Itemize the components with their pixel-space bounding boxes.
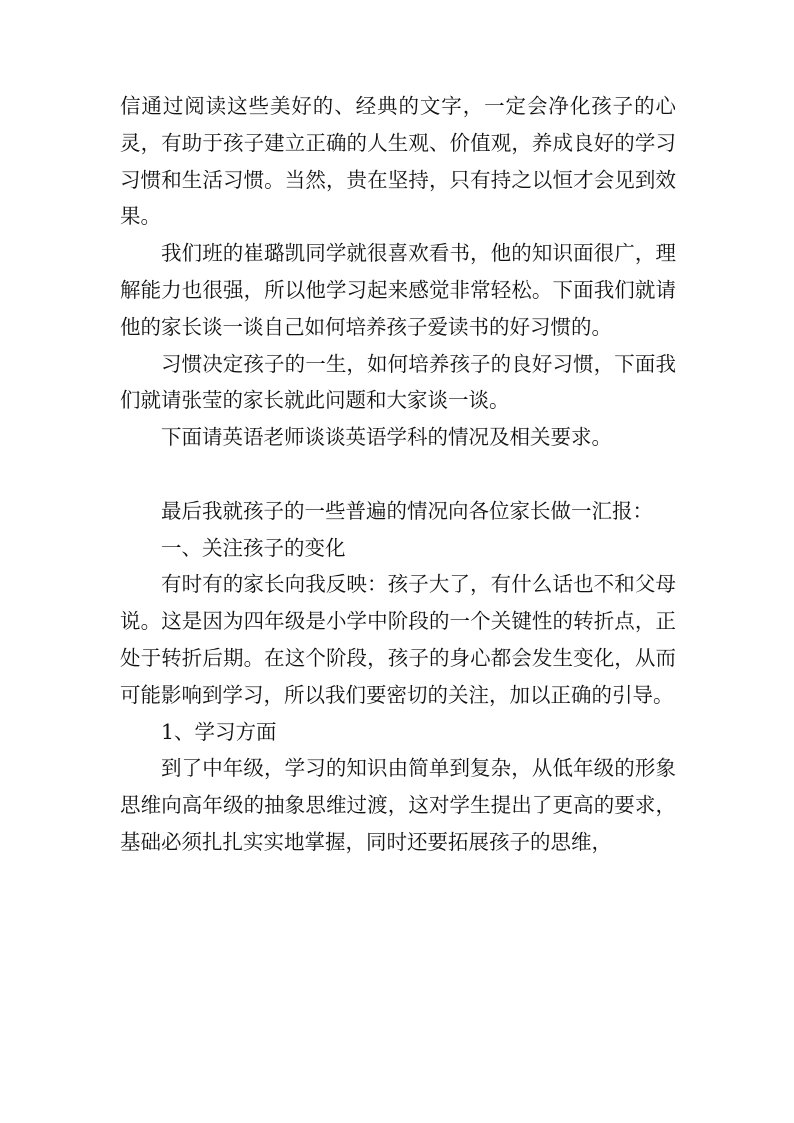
paragraph-report-intro: 最后我就孩子的一些普遍的情况向各位家长做一汇报： — [161, 498, 653, 523]
paragraph-child-changes: 有时有的家长向我反映：孩子大了，有什么话也不和父母说。这是因为四年级是小学中阶段的一个关键性的转折点，正处于转折后期。在这个阶段，孩子的身心都会发生变化，从而可能影响到学习，所以我们要密切的关注，加以正确的引导。 — [120, 572, 676, 707]
paragraph-habits: 习惯决定孩子的一生，如何培养孩子的良好习惯，下面我们就请张莹的家长就此问题和大家谈一谈。 — [120, 351, 676, 413]
subsection-heading-study: 1、学习方面 — [161, 719, 277, 744]
blank-line — [120, 456, 676, 493]
paragraph-study-requirements: 到了中年级，学习的知识由简单到复杂，从低年级的形象思维向高年级的抽象思维过渡，这对学生提出了更高的要求，基础必须扎扎实实地掌握，同时还要拓展孩子的思维， — [120, 756, 676, 854]
paragraph-reading-benefits: 信通过阅读这些美好的、经典的文字，一定会净化孩子的心灵，有助于孩子建立正确的人生观、价值观，养成良好的学习习惯和生活习惯。当然，贵在坚持，只有持之以恒才会见到效果。 — [120, 94, 676, 229]
paragraph-english-teacher: 下面请英语老师谈谈英语学科的情况及相关要求。 — [161, 425, 612, 450]
paragraph-student-example: 我们班的崔璐凯同学就很喜欢看书，他的知识面很广，理解能力也很强，所以他学习起来感觉非常轻松。下面我们就请他的家长谈一谈自己如何培养孩子爱读书的好习惯的。 — [120, 241, 676, 339]
section-heading-changes: 一、关注孩子的变化 — [161, 535, 346, 560]
document-page — [120, 88, 676, 861]
